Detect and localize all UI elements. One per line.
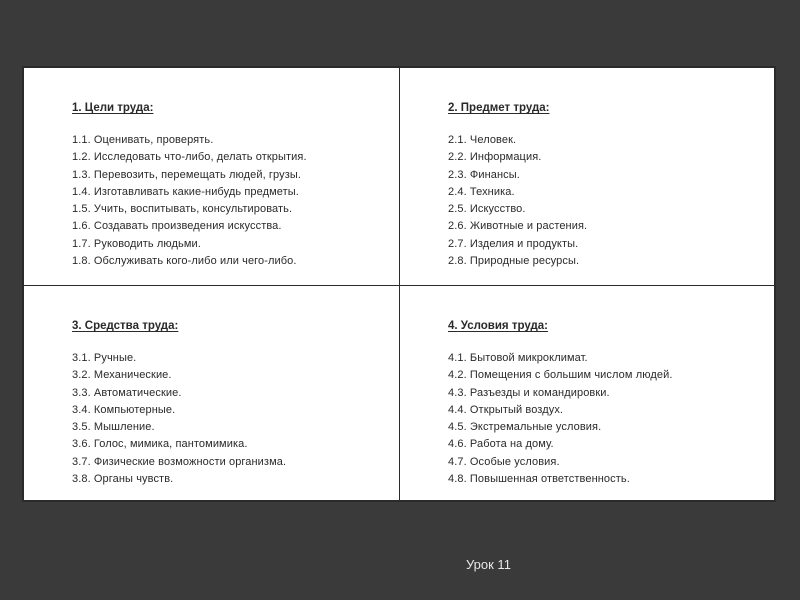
list-item: 2.5. Искусство. [448, 203, 526, 216]
cell-list [448, 350, 774, 488]
list-item: 1.3. Перевозить, перемещать людей, грузы. [72, 168, 302, 181]
cell-labor-goals [24, 68, 400, 286]
list-item: 3.6. Голос, мимика, пантомимика. [72, 438, 248, 451]
list-item: 4.3. Разъезды и командировки. [448, 386, 610, 399]
cell-list [72, 132, 399, 270]
list-item: 3.3. Автоматические. [72, 386, 182, 399]
list-item: 4.7. Особые условия. [448, 455, 560, 468]
list-item: 1.5. Учить, воспитывать, консультировать. [72, 203, 293, 216]
list-item: 4.2. Помещения с большим числом людей. [448, 369, 673, 382]
list-item: 3.8. Органы чувств. [72, 473, 174, 486]
list-item: 2.2. Информация. [448, 151, 542, 164]
list-item: 1.4. Изготавливать какие-нибудь предметы. [72, 185, 299, 198]
list-item: 2.4. Техника. [448, 185, 515, 198]
list-item: 3.2. Механические. [72, 369, 172, 382]
list-item: 4.1. Бытовой микроклимат. [448, 352, 588, 364]
lesson-label: Урок 11 [466, 557, 511, 572]
list-item: 2.1. Человек. [448, 134, 517, 146]
cell-labor-means [24, 286, 400, 500]
list-item: 3.1. Ручные. [72, 352, 137, 364]
list-item: 4.8. Повышенная ответственность. [448, 473, 630, 486]
list-item: 2.3. Финансы. [448, 168, 520, 181]
slide-table [22, 66, 776, 502]
cell-title: 3. Средства труда: [72, 320, 179, 332]
list-item: 1.6. Создавать произведения искусства. [72, 220, 282, 233]
list-item: 4.5. Экстремальные условия. [448, 421, 602, 434]
cell-title: 1. Цели труда: [72, 102, 154, 114]
cell-list [72, 350, 399, 488]
list-item: 2.6. Животные и растения. [448, 220, 588, 233]
list-item: 4.4. Открытый воздух. [448, 403, 564, 416]
list-item: 1.1. Оценивать, проверять. [72, 134, 214, 146]
list-item: 3.5. Мышление. [72, 421, 155, 434]
list-item: 2.8. Природные ресурсы. [448, 255, 580, 268]
cell-title: 4. Условия труда: [448, 320, 548, 332]
list-item: 2.7. Изделия и продукты. [448, 237, 579, 250]
list-item: 3.4. Компьютерные. [72, 403, 176, 416]
cell-labor-subject [400, 68, 774, 286]
list-item: 1.7. Руководить людьми. [72, 237, 201, 250]
cell-title: 2. Предмет труда: [448, 102, 550, 114]
cell-labor-conditions [400, 286, 774, 500]
list-item: 1.8. Обслуживать кого-либо или чего-либо. [72, 255, 297, 268]
list-item: 3.7. Физические возможности организма. [72, 455, 287, 468]
cell-list [448, 132, 774, 270]
list-item: 4.6. Работа на дому. [448, 438, 554, 451]
list-item: 1.2. Исследовать что-либо, делать открытия. [72, 151, 307, 164]
